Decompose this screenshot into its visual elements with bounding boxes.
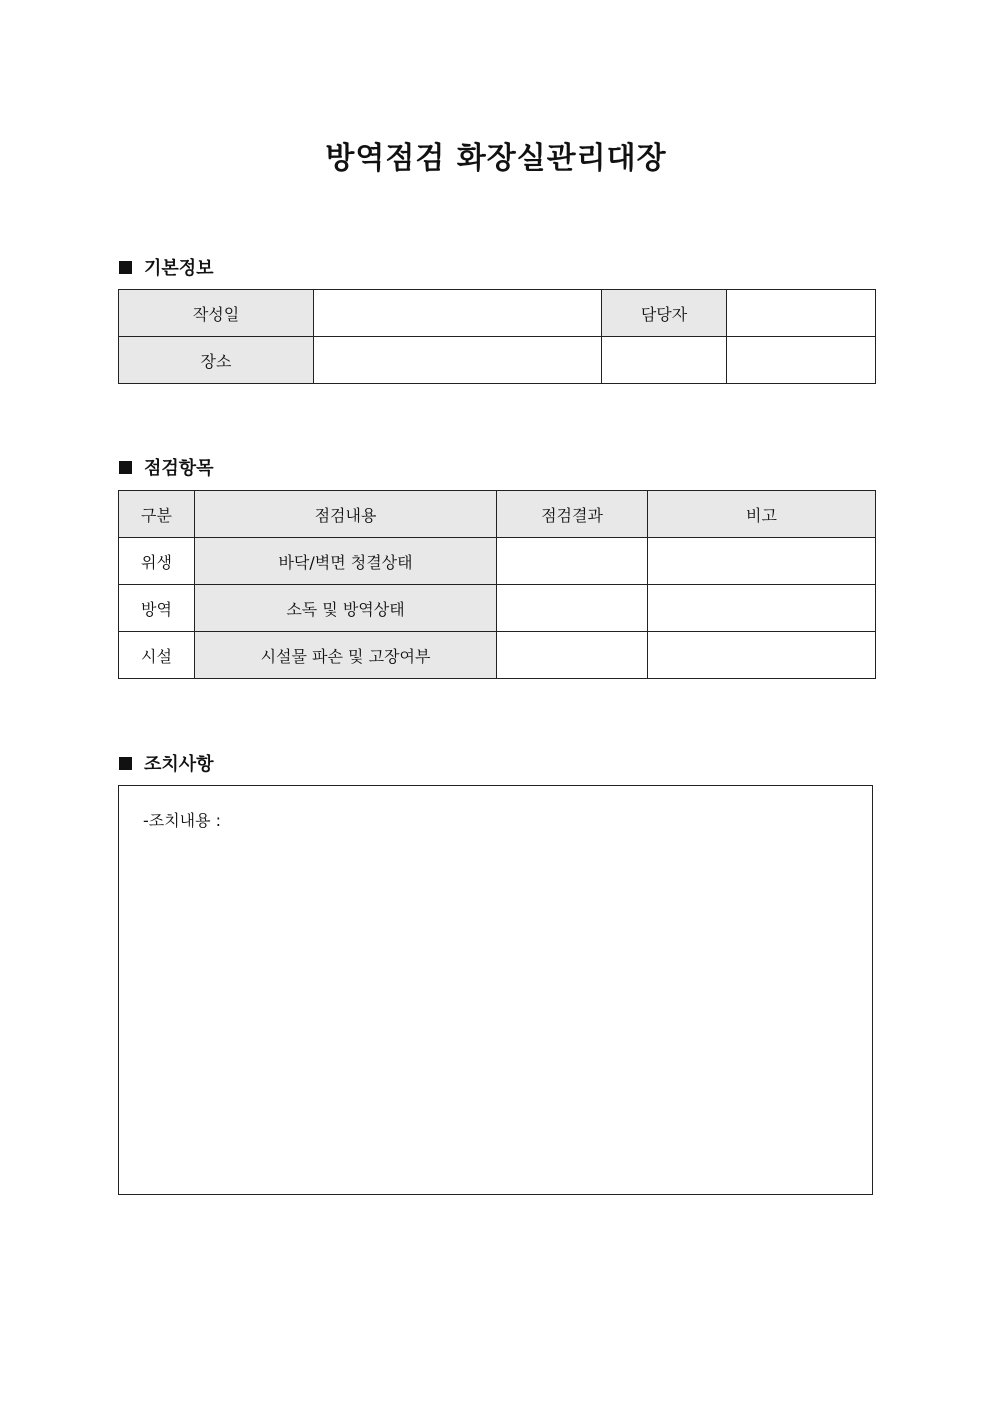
row-note-field[interactable] — [648, 538, 876, 585]
square-bullet-icon — [119, 461, 132, 474]
square-bullet-icon — [119, 261, 132, 274]
row-content: 바닥/벽면 청결상태 — [195, 538, 497, 585]
row-result-field[interactable] — [497, 585, 648, 632]
square-bullet-icon — [119, 757, 132, 770]
manager-label: 담당자 — [602, 290, 727, 337]
table-row — [119, 538, 876, 585]
row-category: 위생 — [119, 538, 195, 585]
section-heading-inspection — [119, 454, 214, 480]
column-header-content: 점검내용 — [195, 491, 497, 538]
page-title: 방역점검 화장실관리대장 — [325, 141, 667, 176]
row-result-field[interactable] — [497, 632, 648, 679]
location-field[interactable] — [314, 337, 602, 384]
row-note-field[interactable] — [648, 585, 876, 632]
date-label: 작성일 — [119, 290, 314, 337]
row-result-field[interactable] — [497, 538, 648, 585]
row-category: 시설 — [119, 632, 195, 679]
row-content: 시설물 파손 및 고장여부 — [195, 632, 497, 679]
section-heading-text: 조치사항 — [144, 754, 214, 775]
action-content-label: -조치내용 : — [143, 811, 222, 830]
location-label: 장소 — [119, 337, 314, 384]
empty-cell[interactable] — [602, 337, 727, 384]
section-heading-action — [119, 750, 214, 776]
section-heading-text: 점검항목 — [144, 458, 214, 479]
basic-info-table — [118, 289, 876, 384]
section-heading-basic-info — [119, 254, 214, 280]
manager-field[interactable] — [727, 290, 876, 337]
column-header-note: 비고 — [648, 491, 876, 538]
empty-cell[interactable] — [727, 337, 876, 384]
inspection-table — [118, 490, 876, 679]
action-memo-box[interactable] — [118, 785, 873, 1195]
section-heading-text: 기본정보 — [144, 258, 214, 279]
table-row — [119, 585, 876, 632]
column-header-result: 점검결과 — [497, 491, 648, 538]
row-category: 방역 — [119, 585, 195, 632]
row-content: 소독 및 방역상태 — [195, 585, 497, 632]
table-row — [119, 632, 876, 679]
column-header-category: 구분 — [119, 491, 195, 538]
row-note-field[interactable] — [648, 632, 876, 679]
date-field[interactable] — [314, 290, 602, 337]
